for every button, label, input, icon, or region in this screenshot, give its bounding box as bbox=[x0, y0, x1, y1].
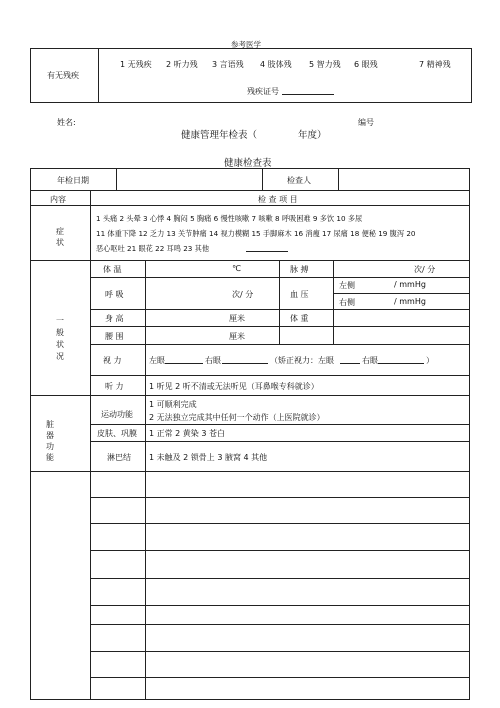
name-label: 姓名: bbox=[57, 118, 76, 127]
blood-pressure-label: 血 压 bbox=[290, 290, 309, 299]
content-label: 内容 bbox=[50, 195, 66, 204]
disability-option-5: 5 智力残 bbox=[309, 60, 341, 69]
temperature-label: 体 温 bbox=[103, 265, 122, 274]
number-label: 编号 bbox=[358, 118, 374, 127]
doc-title-year: 年度） bbox=[298, 130, 327, 141]
temperature-unit: ℃ bbox=[232, 264, 241, 273]
pulse-unit: 次/ 分 bbox=[414, 265, 436, 274]
disability-label: 有无残疾 bbox=[47, 71, 79, 80]
disability-cert-field[interactable] bbox=[282, 94, 334, 95]
vision-corrected-right: 右眼 bbox=[362, 356, 378, 365]
height-unit: 厘米 bbox=[229, 314, 245, 323]
motor-option-2: 2 无法独立完成其中任何一个动作（上医院就诊） bbox=[149, 413, 325, 422]
symptoms-line-2: 11 体重下降 12 乏力 13 关节肿痛 14 视力模糊 15 手脚麻木 16 消瘦 17 尿痛 18 便秘 19 腹泻 20 bbox=[96, 229, 416, 238]
inspection-date-field[interactable] bbox=[117, 169, 261, 189]
pulse-label: 脉 搏 bbox=[290, 265, 309, 274]
vision-right-eye: 右眼 bbox=[205, 356, 221, 365]
inspection-item-label: 检 查 项 目 bbox=[258, 195, 298, 204]
vision-corrected-right-field[interactable] bbox=[378, 363, 424, 364]
general-label-3: 状 bbox=[56, 340, 64, 349]
general-label-1: 一 bbox=[56, 316, 64, 325]
organs-label-1: 脏 bbox=[46, 420, 54, 429]
skin-sclera-label: 皮肤、巩膜 bbox=[97, 429, 137, 438]
doc-title: 健康管理年检表（ bbox=[181, 130, 258, 141]
organs-label-3: 功 bbox=[46, 442, 54, 451]
disability-option-3: 3 言语残 bbox=[212, 60, 244, 69]
motor-option-1: 1 可顺利完成 bbox=[149, 400, 197, 409]
waist-label: 腰 围 bbox=[105, 332, 124, 341]
hearing-options: 1 听见 2 听不清或无法听见（耳鼻喉专科就诊） bbox=[149, 382, 319, 391]
bp-left-unit: / mmHg bbox=[394, 280, 426, 289]
motor-function-label: 运动功能 bbox=[101, 410, 133, 419]
lymph-node-options: 1 未触及 2 锁骨上 3 腋窝 4 其他 bbox=[149, 453, 268, 462]
weight-label: 体 重 bbox=[290, 314, 309, 323]
header-note: 参考医学 bbox=[231, 40, 261, 49]
symptoms-line-3: 恶心呕吐 21 眼花 22 耳鸣 23 其他 bbox=[96, 244, 210, 253]
symptoms-other-field[interactable] bbox=[246, 251, 288, 252]
inspector-field[interactable] bbox=[339, 169, 469, 189]
disability-option-1: 1 无残疾 bbox=[120, 60, 152, 69]
symptoms-label-1: 症 bbox=[56, 227, 64, 236]
disability-option-2: 2 听力残 bbox=[166, 60, 198, 69]
hearing-label: 听 力 bbox=[105, 382, 124, 391]
lymph-node-label: 淋巴结 bbox=[107, 453, 131, 462]
vision-right-field[interactable] bbox=[222, 363, 268, 364]
height-label: 身 高 bbox=[105, 314, 124, 323]
disability-cert-label: 残疾证号 bbox=[247, 87, 279, 96]
respiration-unit: 次/ 分 bbox=[232, 290, 254, 299]
vision-label: 视 力 bbox=[103, 356, 122, 365]
vision-left-field[interactable] bbox=[165, 363, 203, 364]
disability-option-6: 6 眼残 bbox=[354, 60, 378, 69]
symptoms-line-1: 1 头痛 2 头晕 3 心悸 4 胸闷 5 胸痛 6 慢性咳嗽 7 咳嗽 8 呼吸困难 9 多饮 10 多尿 bbox=[96, 214, 363, 223]
symptoms-label-2: 状 bbox=[56, 238, 64, 247]
vision-left-eye: 左眼 bbox=[149, 356, 165, 365]
vision-corrected: （矫正视力：左眼 bbox=[270, 356, 334, 365]
bp-right-unit: / mmHg bbox=[394, 297, 426, 306]
organs-label-4: 能 bbox=[46, 453, 54, 462]
disability-option-7: 7 精神残 bbox=[419, 60, 451, 69]
bp-right-label: 右侧 bbox=[339, 298, 355, 307]
vision-corrected-left-field[interactable] bbox=[340, 363, 360, 364]
disability-option-4: 4 肢体残 bbox=[260, 60, 292, 69]
general-label-4: 况 bbox=[56, 352, 64, 361]
bp-left-label: 左侧 bbox=[339, 281, 355, 290]
table-title: 健康检查表 bbox=[224, 158, 272, 169]
inspection-date-label: 年检日期 bbox=[57, 176, 89, 185]
waist-unit: 厘米 bbox=[229, 332, 245, 341]
respiration-label: 呼 吸 bbox=[105, 290, 124, 299]
skin-sclera-options: 1 正常 2 黄染 3 苍白 bbox=[149, 429, 225, 438]
general-label-2: 般 bbox=[56, 328, 64, 337]
inspector-label: 检查人 bbox=[287, 176, 311, 185]
vision-close: ） bbox=[426, 356, 434, 365]
organs-label-2: 器 bbox=[46, 431, 54, 440]
